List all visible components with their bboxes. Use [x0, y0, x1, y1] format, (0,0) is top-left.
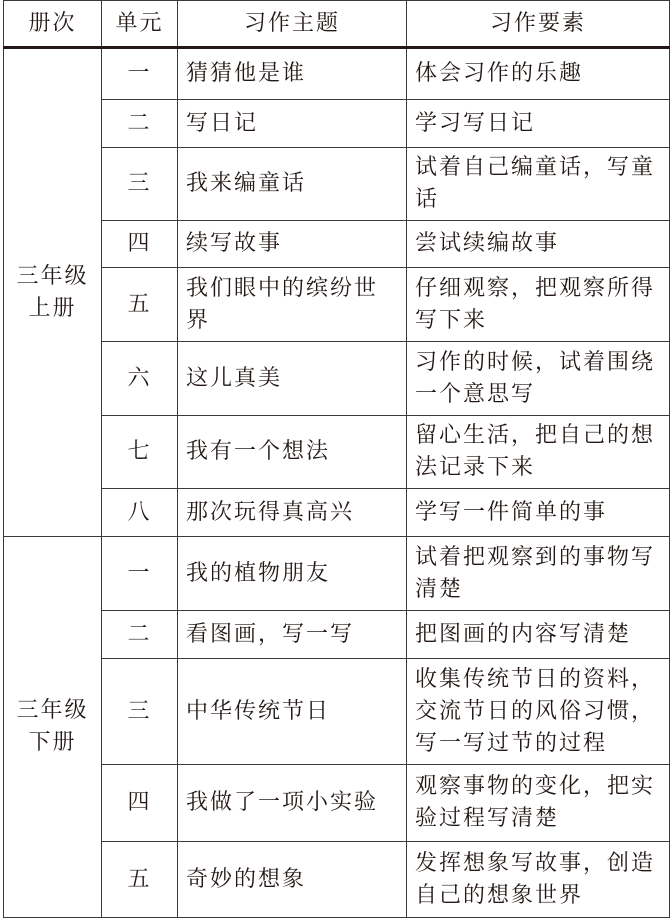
table-row	[4, 659, 670, 765]
requirement-cell: 尝试续编故事	[407, 221, 670, 268]
requirement-cell: 留心生活，把自己的想法记录下来	[407, 416, 670, 489]
table-row	[4, 537, 670, 611]
table-row	[4, 416, 670, 489]
table-row	[4, 100, 670, 148]
table-row	[4, 342, 670, 416]
topic-cell: 我做了一项小实验	[178, 765, 407, 842]
unit-cell: 三	[102, 659, 178, 765]
table-row	[4, 48, 670, 100]
unit-cell: 四	[102, 221, 178, 268]
volume-name-line2: 上册	[28, 295, 77, 321]
unit-cell: 四	[102, 765, 178, 842]
requirement-cell: 把图画的内容写清楚	[407, 611, 670, 659]
requirement-cell: 仔细观察，把观察所得写下来	[407, 268, 670, 342]
header-volume: 册次	[4, 1, 102, 48]
topic-cell: 我的植物朋友	[178, 537, 407, 611]
requirement-cell: 学习写日记	[407, 100, 670, 148]
requirement-cell: 收集传统节日的资料，交流节日的风俗习惯，写一写过节的过程	[407, 659, 670, 765]
requirement-cell: 观察事物的变化，把实验过程写清楚	[407, 765, 670, 842]
volume-cell	[4, 537, 102, 918]
topic-cell: 这儿真美	[178, 342, 407, 416]
header-requirement: 习作要素	[407, 1, 670, 48]
volume-cell	[4, 48, 102, 537]
topic-cell: 猜猜他是谁	[178, 48, 407, 100]
topic-cell: 我有一个想法	[178, 416, 407, 489]
topic-cell: 中华传统节日	[178, 659, 407, 765]
curriculum-table	[3, 0, 670, 918]
topic-cell: 奇妙的想象	[178, 842, 407, 918]
unit-cell: 八	[102, 489, 178, 537]
topic-cell: 看图画，写一写	[178, 611, 407, 659]
unit-cell: 三	[102, 148, 178, 221]
volume-name-line2: 下册	[28, 730, 77, 755]
table-row	[4, 842, 670, 918]
requirement-cell: 习作的时候，试着围绕一个意思写	[407, 342, 670, 416]
volume-name-line1: 三年级	[16, 263, 89, 289]
requirement-cell: 学写一件简单的事	[407, 489, 670, 537]
table-row	[4, 489, 670, 537]
header-topic: 习作主题	[178, 1, 407, 48]
topic-cell: 那次玩得真高兴	[178, 489, 407, 537]
topic-cell: 我来编童话	[178, 148, 407, 221]
requirement-cell: 试着把观察到的事物写清楚	[407, 537, 670, 611]
topic-cell: 我们眼中的缤纷世界	[178, 268, 407, 342]
header-unit: 单元	[102, 1, 178, 48]
header-row	[4, 1, 670, 48]
unit-cell: 二	[102, 611, 178, 659]
requirement-cell: 体会习作的乐趣	[407, 48, 670, 100]
table-row	[4, 221, 670, 268]
table-row	[4, 268, 670, 342]
requirement-cell: 发挥想象写故事，创造自己的想象世界	[407, 842, 670, 918]
table-row	[4, 765, 670, 842]
table-row	[4, 148, 670, 221]
unit-cell: 二	[102, 100, 178, 148]
unit-cell: 一	[102, 537, 178, 611]
requirement-cell: 试着自己编童话，写童话	[407, 148, 670, 221]
table-row	[4, 611, 670, 659]
volume-name-line1: 三年级	[16, 698, 89, 723]
topic-cell: 续写故事	[178, 221, 407, 268]
unit-cell: 六	[102, 342, 178, 416]
unit-cell: 一	[102, 48, 178, 100]
unit-cell: 五	[102, 842, 178, 918]
unit-cell: 五	[102, 268, 178, 342]
topic-cell: 写日记	[178, 100, 407, 148]
unit-cell: 七	[102, 416, 178, 489]
